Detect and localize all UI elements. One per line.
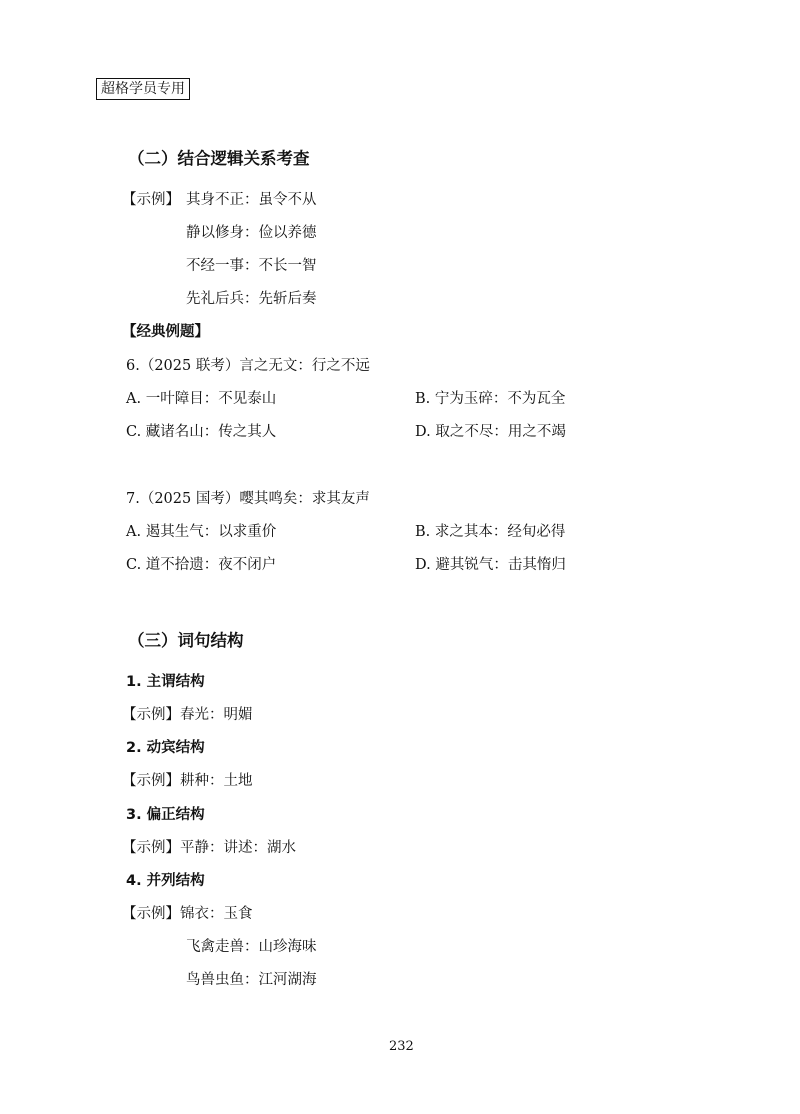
section-3-title: （三）词句结构: [128, 631, 244, 650]
subsection-4-extra-2: 鸟兽虫鱼：江河湖海: [186, 972, 317, 988]
page-number: 232: [389, 1039, 414, 1054]
question-7-option-c: C. 道不拾遗：夜不闭户: [126, 557, 277, 573]
example-label: 【示例】: [122, 192, 180, 208]
subsection-3-example: 【示例】平静：讲述：湖水: [122, 840, 296, 856]
question-7-option-b: B. 求之其本：经旬必得: [415, 524, 566, 540]
subsection-4-extra-1: 飞禽走兽：山珍海味: [186, 939, 317, 955]
example-line-2: 静以修身：俭以养德: [186, 225, 317, 241]
subsection-1-example: 【示例】春光：明媚: [122, 707, 253, 723]
subsection-4-example: 【示例】锦衣：玉食: [122, 906, 253, 922]
question-6-option-d: D. 取之不尽：用之不竭: [415, 424, 566, 440]
example-line-3: 不经一事：不长一智: [186, 258, 317, 274]
question-7-option-d: D. 避其锐气：击其惰归: [415, 557, 566, 573]
example-line-1: 其身不正：虽令不从: [186, 192, 317, 208]
subsection-3-title: 3. 偏正结构: [126, 807, 205, 823]
subsection-2-title: 2. 动宾结构: [126, 740, 205, 756]
exclusive-use-stamp: 超格学员专用: [96, 78, 190, 100]
question-7-option-a: A. 遏其生气：以求重价: [126, 524, 277, 540]
subsection-4-title: 4. 并列结构: [126, 873, 205, 889]
question-6-option-b: B. 宁为玉碎：不为瓦全: [415, 391, 566, 407]
subsection-2-example: 【示例】耕种：土地: [122, 773, 253, 789]
section-2-title: （二）结合逻辑关系考查: [128, 149, 310, 168]
example-line-4: 先礼后兵：先斩后奏: [186, 291, 317, 307]
question-6-stem: 6.（2025 联考）言之无文：行之不远: [126, 358, 370, 374]
subsection-1-title: 1. 主谓结构: [126, 674, 205, 690]
question-7-stem: 7.（2025 国考）嘤其鸣矣：求其友声: [126, 491, 370, 507]
question-6-option-a: A. 一叶障目：不见泰山: [126, 391, 277, 407]
classic-examples-heading: 【经典例题】: [122, 324, 209, 340]
question-6-option-c: C. 藏诸名山：传之其人: [126, 424, 277, 440]
